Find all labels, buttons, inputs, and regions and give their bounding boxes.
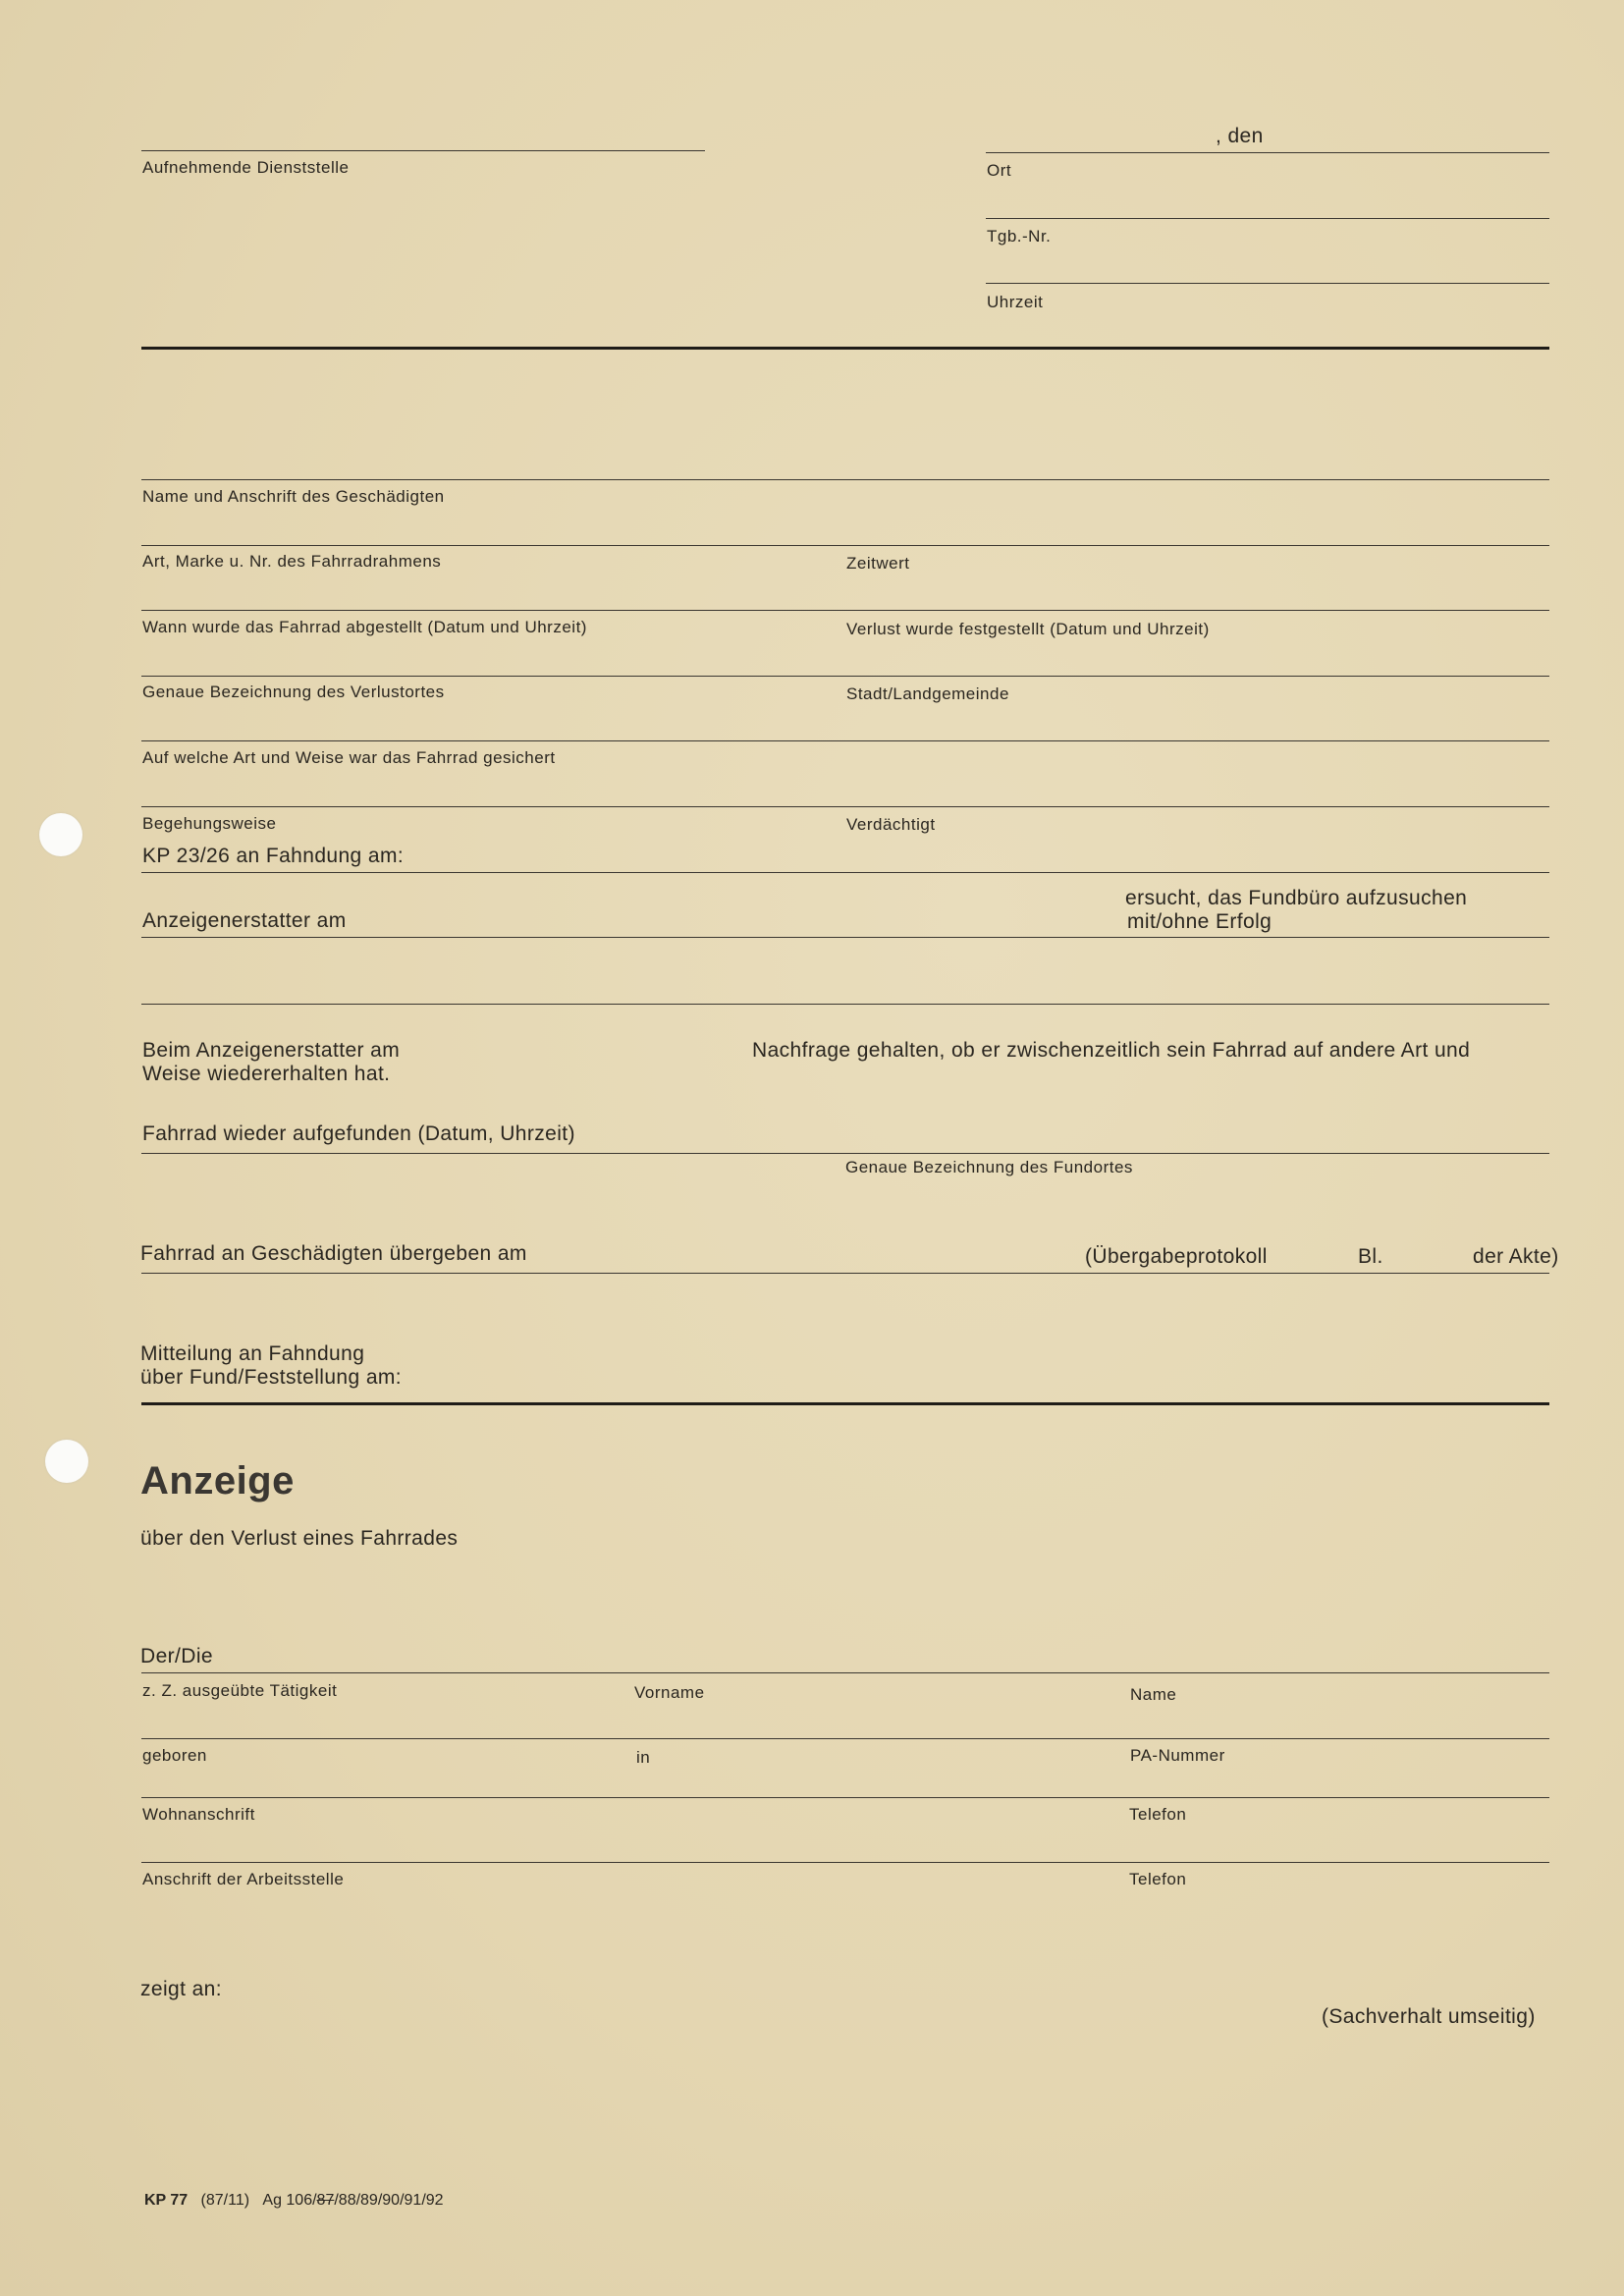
geboren-label: geboren: [142, 1746, 207, 1765]
aufgefunden-line[interactable]: [141, 1153, 1549, 1154]
nachfrage-label: Nachfrage gehalten, ob er zwischenzeitlich sein Fahrrad auf andere Art und: [752, 1039, 1471, 1062]
ag-prefix: Ag 106/: [262, 2192, 317, 2209]
wohnanschrift-label: Wohnanschrift: [142, 1805, 255, 1824]
kp-fahndung-label: KP 23/26 an Fahndung am:: [142, 845, 405, 867]
der-die-line[interactable]: [141, 1672, 1549, 1673]
form-code: KP 77: [144, 2192, 189, 2209]
fundbuero-label-2: mit/ohne Erfolg: [1127, 910, 1272, 933]
aufgefunden-label: Fahrrad wieder aufgefunden (Datum, Uhrzeit): [142, 1122, 575, 1145]
begehungsweise-line[interactable]: [141, 806, 1549, 807]
rahmen-line[interactable]: [141, 545, 1549, 546]
protokoll-label-1: (Übergabeprotokoll: [1085, 1245, 1268, 1268]
arbeitsstelle-line[interactable]: [141, 1862, 1549, 1863]
uhrzeit-label: Uhrzeit: [987, 293, 1044, 311]
telefon-label-1: Telefon: [1129, 1805, 1187, 1824]
ag-struck: 87: [316, 2192, 335, 2209]
punch-hole-upper: [39, 813, 82, 856]
verlustort-line[interactable]: [141, 676, 1549, 677]
kp-fahndung-line[interactable]: [141, 872, 1549, 873]
pa-nummer-label: PA-Nummer: [1130, 1746, 1225, 1765]
zeitwert-label: Zeitwert: [846, 554, 910, 573]
verdaechtigt-label: Verdächtigt: [846, 815, 936, 834]
name-label: Name: [1130, 1685, 1177, 1704]
protokoll-label-2: Bl.: [1358, 1245, 1383, 1268]
mitteilung-label-2: über Fund/Feststellung am:: [140, 1366, 403, 1389]
den-label: , den: [1216, 125, 1264, 147]
der-die-label: Der/Die: [140, 1645, 213, 1667]
header-separator: [141, 347, 1549, 350]
gesichert-line[interactable]: [141, 740, 1549, 741]
punch-hole-lower: [45, 1440, 88, 1483]
ort-label: Ort: [987, 161, 1012, 180]
verlust-festgestellt-label: Verlust wurde festgestellt (Datum und Uhrzeit): [846, 620, 1210, 638]
abgestellt-label: Wann wurde das Fahrrad abgestellt (Datum und Uhrzeit): [142, 618, 587, 636]
ag-suffix: /88/89/90/91/92: [334, 2192, 444, 2209]
zeigt-an-label: zeigt an:: [140, 1978, 222, 2000]
anzeige-subtitle: über den Verlust eines Fahrrades: [140, 1527, 459, 1550]
abgestellt-line[interactable]: [141, 610, 1549, 611]
fundort-label: Genaue Bezeichnung des Fundortes: [845, 1158, 1133, 1176]
tgb-label: Tgb.-Nr.: [987, 227, 1052, 246]
section-separator: [141, 1402, 1549, 1405]
geschaedigter-line[interactable]: [141, 479, 1549, 480]
anzeigenerstatter-line[interactable]: [141, 937, 1549, 938]
anzeigenerstatter-label: Anzeigenerstatter am: [142, 909, 347, 932]
dienststelle-line[interactable]: [141, 150, 705, 151]
beim-label-2: Weise wiedererhalten hat.: [142, 1063, 391, 1085]
ort-line[interactable]: [986, 152, 1549, 153]
uebergeben-line[interactable]: [141, 1273, 1549, 1274]
wohnanschrift-line[interactable]: [141, 1797, 1549, 1798]
form-footer: [144, 2192, 444, 2210]
stadt-label: Stadt/Landgemeinde: [846, 684, 1009, 703]
geboren-line[interactable]: [141, 1738, 1549, 1739]
tgb-line[interactable]: [986, 218, 1549, 219]
gesichert-label: Auf welche Art und Weise war das Fahrrad gesichert: [142, 748, 556, 767]
fundbuero-label-1: ersucht, das Fundbüro aufzusuchen: [1125, 887, 1468, 909]
uhrzeit-line[interactable]: [986, 283, 1549, 284]
form-edition: (87/11): [200, 2192, 250, 2209]
arbeitsstelle-label: Anschrift der Arbeitsstelle: [142, 1870, 345, 1888]
dienststelle-label: Aufnehmende Dienststelle: [142, 158, 350, 177]
uebergeben-label: Fahrrad an Geschädigten übergeben am: [140, 1242, 527, 1265]
taetigkeit-label: z. Z. ausgeübte Tätigkeit: [142, 1681, 338, 1700]
beim-label-1: Beim Anzeigenerstatter am: [142, 1039, 401, 1062]
geschaedigter-label: Name und Anschrift des Geschädigten: [142, 487, 445, 506]
mitteilung-label-1: Mitteilung an Fahndung: [140, 1342, 365, 1365]
rahmen-label: Art, Marke u. Nr. des Fahrradrahmens: [142, 552, 442, 571]
begehungsweise-label: Begehungsweise: [142, 814, 277, 833]
protokoll-label-3: der Akte): [1473, 1245, 1559, 1268]
vorname-label: Vorname: [634, 1683, 705, 1702]
anzeige-title: Anzeige: [140, 1459, 295, 1503]
verlustort-label: Genaue Bezeichnung des Verlustortes: [142, 683, 445, 701]
in-label: in: [636, 1748, 651, 1767]
sachverhalt-label: (Sachverhalt umseitig): [1322, 2005, 1536, 2028]
telefon-label-2: Telefon: [1129, 1870, 1187, 1888]
blank-line[interactable]: [141, 1004, 1549, 1005]
